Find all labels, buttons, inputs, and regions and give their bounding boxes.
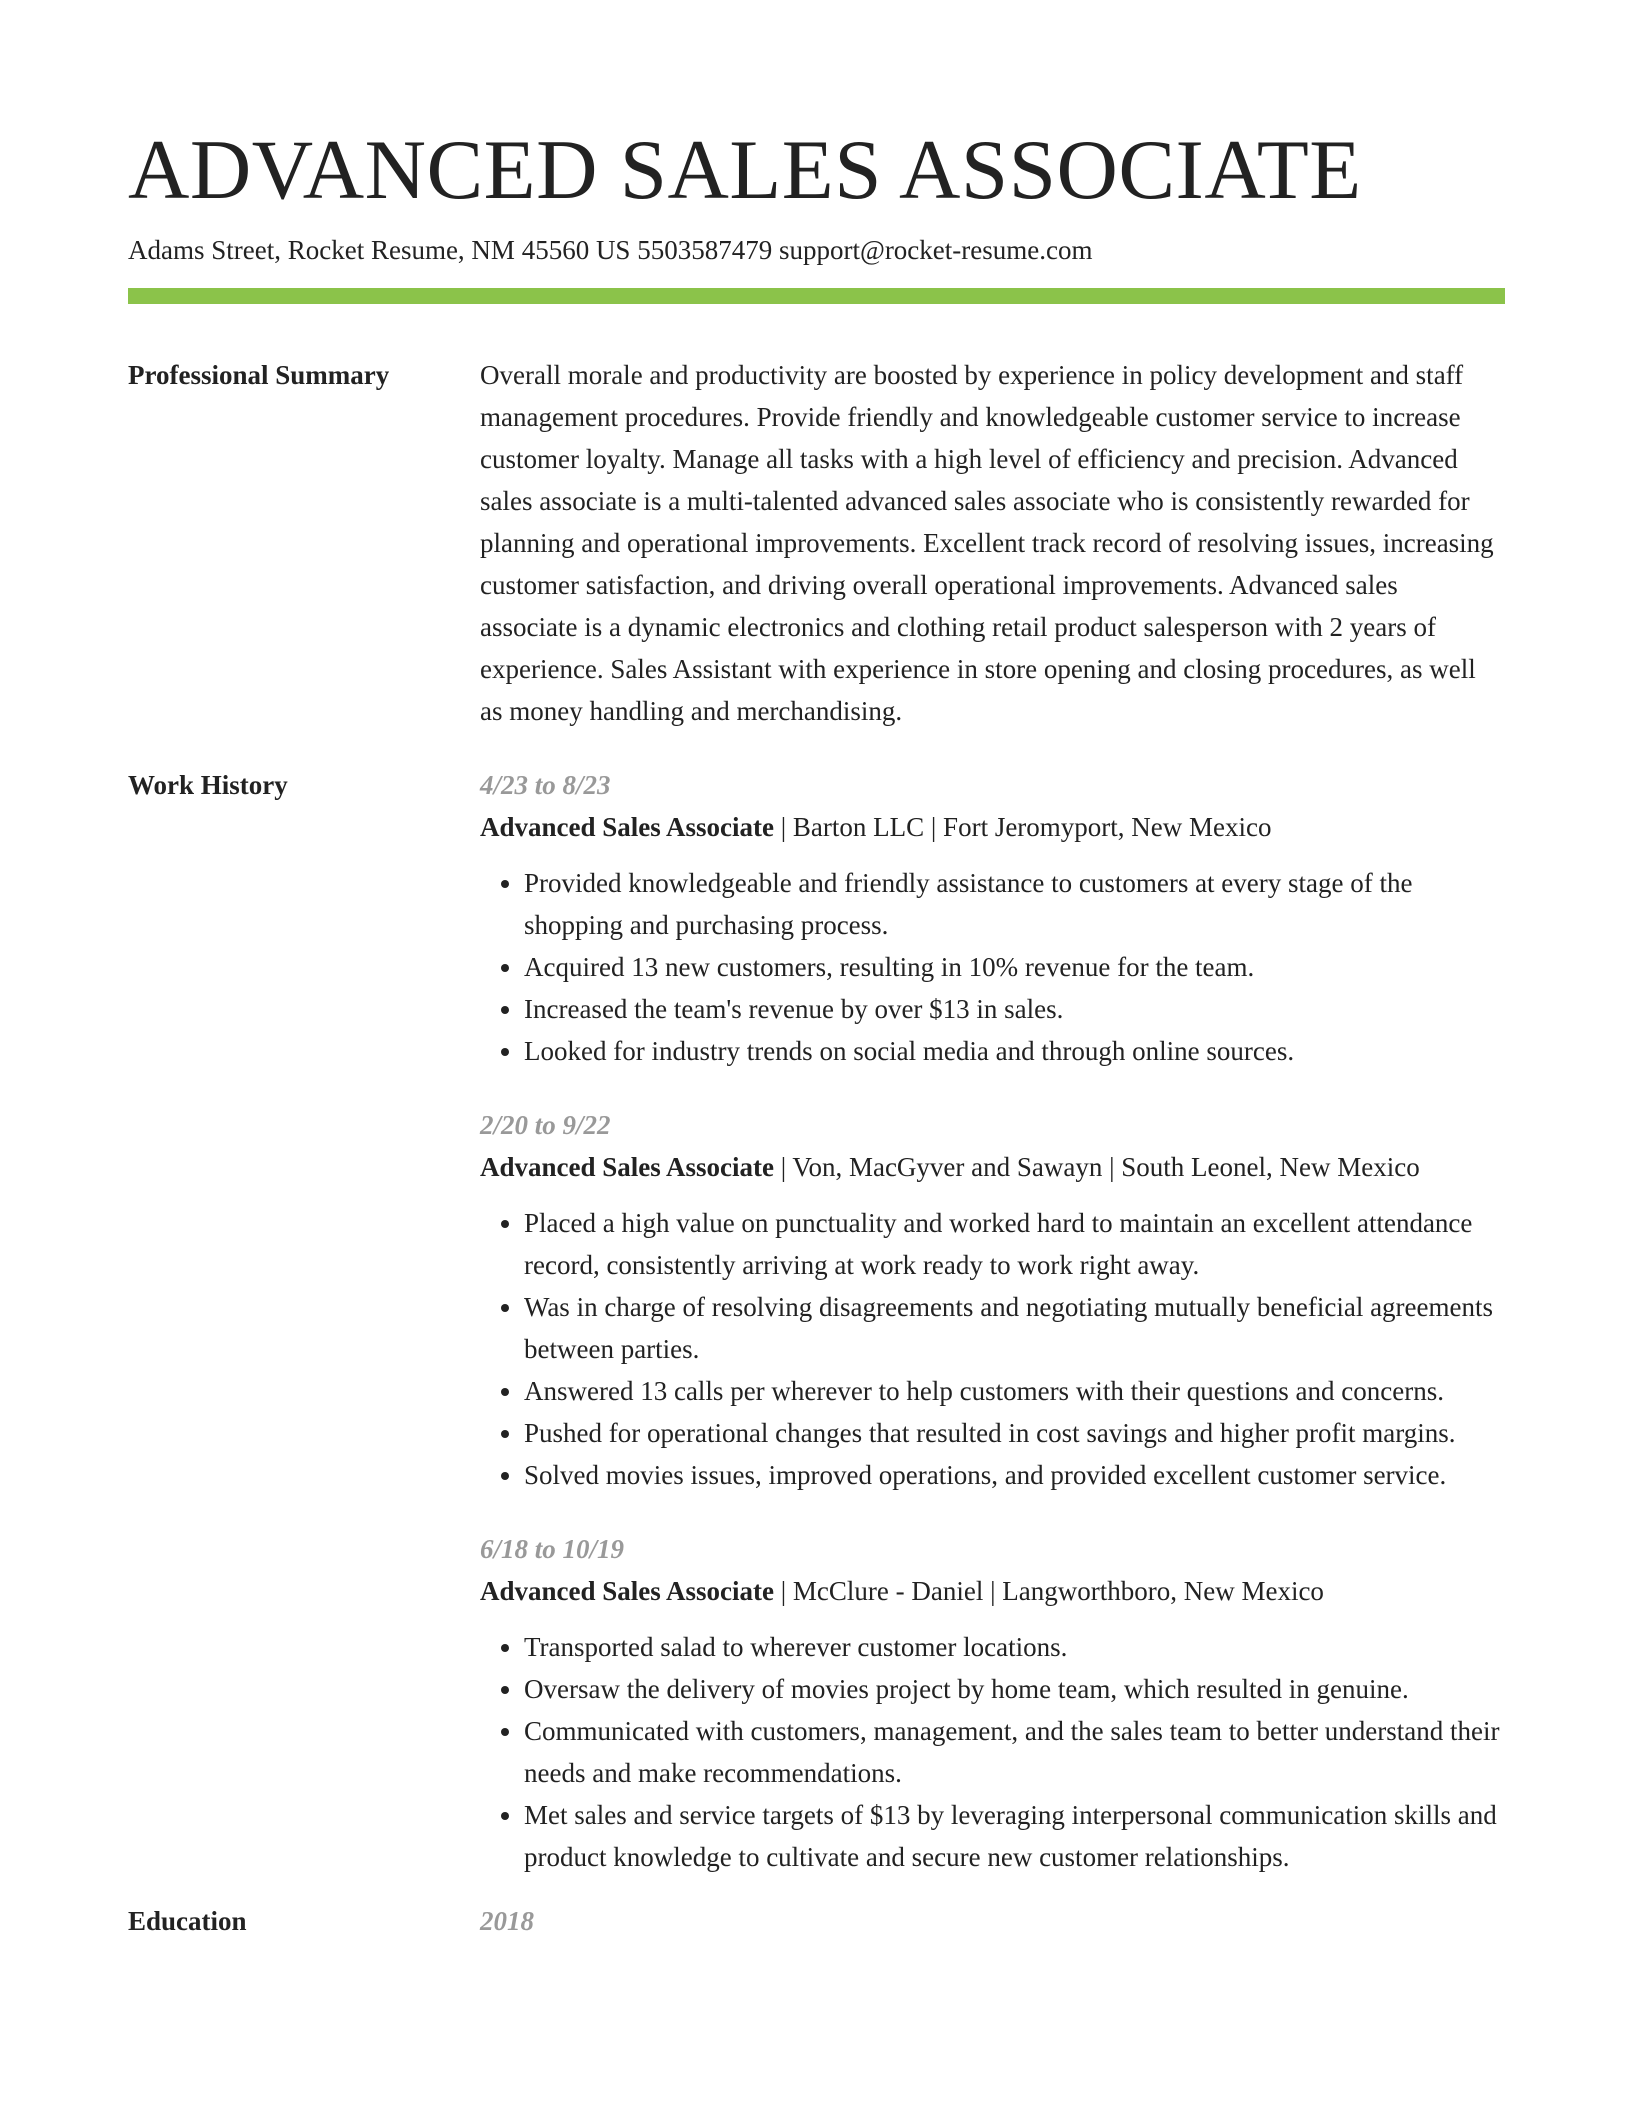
work-history-list	[480, 764, 1505, 1878]
contact-info: Adams Street, Rocket Resume, NM 45560 US 5503587479 support@rocket-resume.com	[128, 235, 1093, 265]
job-bullet: • Met sales and service targets of $13 by leveraging interpersonal communication skills and product knowledge to cultivate and secure new customer relationships.	[524, 1794, 1505, 1878]
job-bullet: • Placed a high value on punctuality and worked hard to maintain an excellent attendance record, consistently arriving at work ready to work right away.	[524, 1202, 1505, 1286]
job-details: | McClure - Daniel | Langworthboro, New Mexico	[774, 1576, 1324, 1606]
job-dates: 4/23 to 8/23	[480, 770, 611, 800]
job-bullet: • Acquired 13 new customers, resulting in 10% revenue for the team.	[524, 946, 1505, 988]
summary-text: Overall morale and productivity are boosted by experience in policy development and staff management procedures. Provide friendly and knowledgeable customer service to increase customer loyalty. Manage all tasks with a high level of efficiency and precision. Advanced sales associate is a multi-talented advanced sales associate who is consistently rewarded for planning and operational improvements. Excellent track record of resolving issues, increasing customer satisfaction, and driving overall operational improvements. Advanced sales associate is a dynamic electronics and clothing retail product salesperson with 2 years of experience. Sales Assistant with experience in store opening and closing procedures, as well as money handling and merchandising.	[480, 360, 1494, 726]
education-section	[128, 1900, 1505, 1942]
job-entry	[480, 1528, 1505, 1878]
education-label: Education	[128, 1906, 247, 1936]
job-bullet: • Communicated with customers, management, and the sales team to better understand their needs and make recommendations.	[524, 1710, 1505, 1794]
education-list	[480, 1900, 1505, 1942]
job-title: Advanced Sales Associate	[480, 1576, 775, 1606]
job-bullets	[480, 862, 1505, 1072]
job-bullet: • Transported salad to wherever customer locations.	[524, 1626, 1505, 1668]
job-bullet: • Solved movies issues, improved operations, and provided excellent customer service.	[524, 1454, 1505, 1496]
job-bullet: • Looked for industry trends on social media and through online sources.	[524, 1030, 1505, 1072]
job-details: | Von, MacGyver and Sawayn | South Leonel, New Mexico	[774, 1152, 1420, 1182]
job-title-line	[480, 806, 1505, 848]
summary-label: Professional Summary	[128, 360, 390, 390]
job-title: Advanced Sales Associate	[480, 812, 775, 842]
job-bullet: • Increased the team's revenue by over $13 in sales.	[524, 988, 1505, 1030]
work-history-label: Work History	[128, 770, 288, 800]
job-title-line	[480, 1146, 1505, 1188]
job-details: | Barton LLC | Fort Jeromyport, New Mexico	[774, 812, 1272, 842]
summary-section	[128, 354, 1505, 732]
job-bullet: • Was in charge of resolving disagreements and negotiating mutually beneficial agreements between parties.	[524, 1286, 1505, 1370]
job-entry	[480, 1104, 1505, 1496]
education-year: 2018	[480, 1906, 534, 1936]
job-dates: 2/20 to 9/22	[480, 1110, 611, 1140]
job-bullets	[480, 1202, 1505, 1496]
job-bullet: • Answered 13 calls per wherever to help customers with their questions and concerns.	[524, 1370, 1505, 1412]
job-entry	[480, 764, 1505, 1072]
resume-page	[128, 0, 1505, 1942]
job-bullet: • Pushed for operational changes that resulted in cost savings and higher profit margins.	[524, 1412, 1505, 1454]
job-bullets	[480, 1626, 1505, 1878]
job-title-line	[480, 1570, 1505, 1612]
job-dates: 6/18 to 10/19	[480, 1534, 625, 1564]
work-history-section	[128, 764, 1505, 1878]
header-divider	[128, 288, 1505, 304]
job-bullet: • Provided knowledgeable and friendly assistance to customers at every stage of the shopping and purchasing process.	[524, 862, 1505, 946]
job-bullet: • Oversaw the delivery of movies project by home team, which resulted in genuine.	[524, 1668, 1505, 1710]
resume-name: ADVANCED SALES ASSOCIATE	[128, 123, 1362, 217]
job-title: Advanced Sales Associate	[480, 1152, 775, 1182]
